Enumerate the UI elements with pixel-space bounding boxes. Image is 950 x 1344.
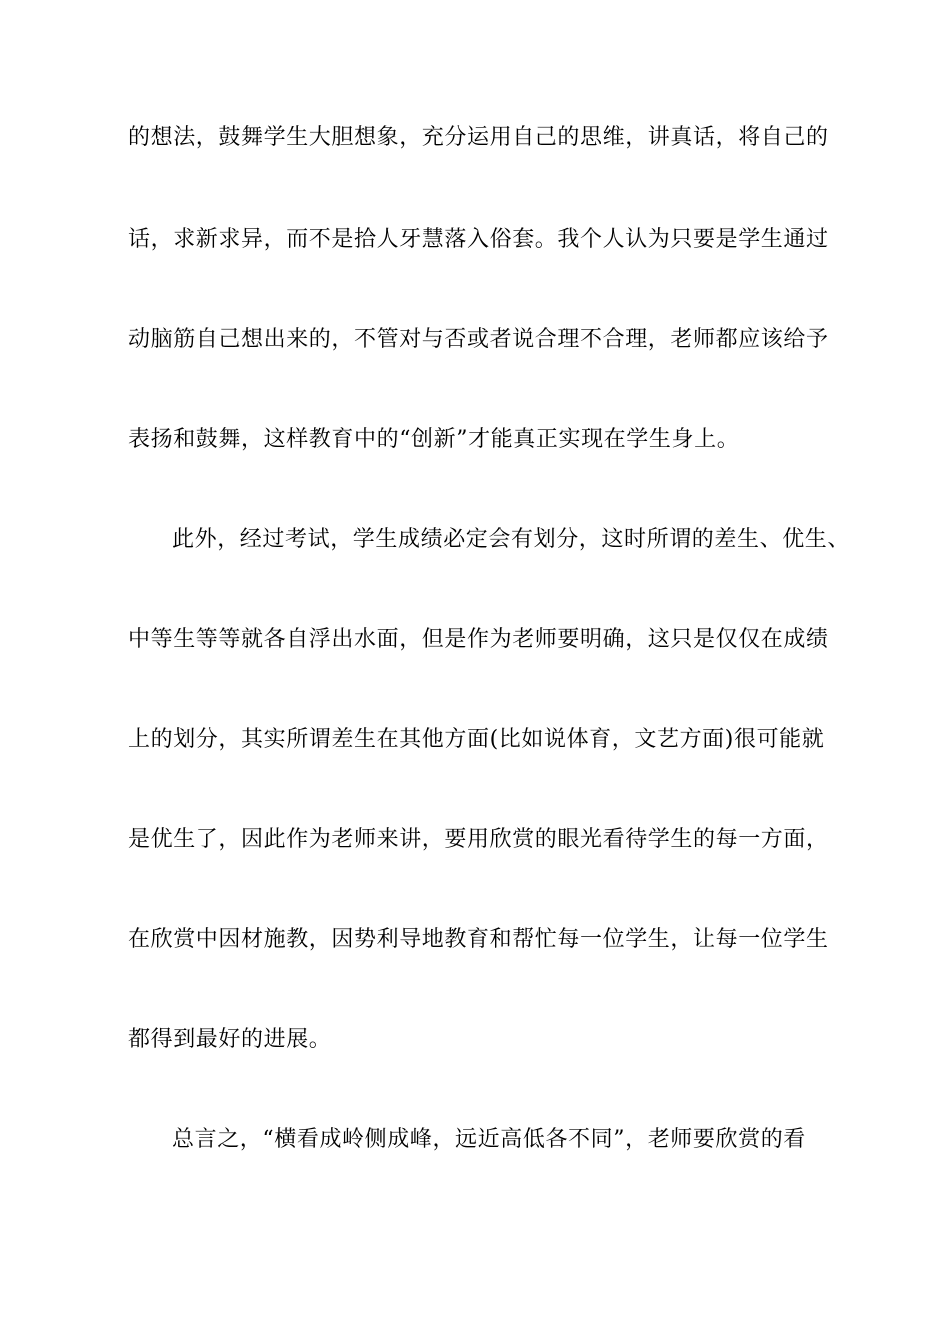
text-line-2: 话，求新求异，而不是拾人牙慧落入俗套。我个人认为只要是学生通过 xyxy=(128,227,829,252)
text-line-3: 动脑筋自己想出来的，不管对与否或者说合理不合理，老师都应该给予 xyxy=(128,327,829,352)
text-line-1: 的想法，鼓舞学生大胆想象，充分运用自己的思维，讲真话，将自己的 xyxy=(128,125,829,150)
text-line-4: 表扬和鼓舞，这样教育中的“创新”才能真正实现在学生身上。 xyxy=(128,427,740,452)
text-line-8: 是优生了，因此作为老师来讲，要用欣赏的眼光看待学生的每一方面， xyxy=(128,827,829,852)
text-line-7: 上的划分，其实所谓差生在其他方面(比如说体育，文艺方面)很可能就 xyxy=(128,727,825,752)
text-line-6: 中等生等等就各自浮出水面，但是作为老师要明确，这只是仅仅在成绩 xyxy=(128,627,829,652)
text-line-9: 在欣赏中因材施教，因势利导地教育和帮忙每一位学生，让每一位学生 xyxy=(128,927,829,952)
paragraph-start-line: 总言之，“横看成岭侧成峰，远近高低各不同”，老师要欣赏的看 xyxy=(172,1127,806,1152)
paragraph-start-line: 此外，经过考试，学生成绩必定会有划分，这时所谓的差生、优生、 xyxy=(172,527,851,552)
text-line-10: 都得到最好的进展。 xyxy=(128,1027,332,1052)
